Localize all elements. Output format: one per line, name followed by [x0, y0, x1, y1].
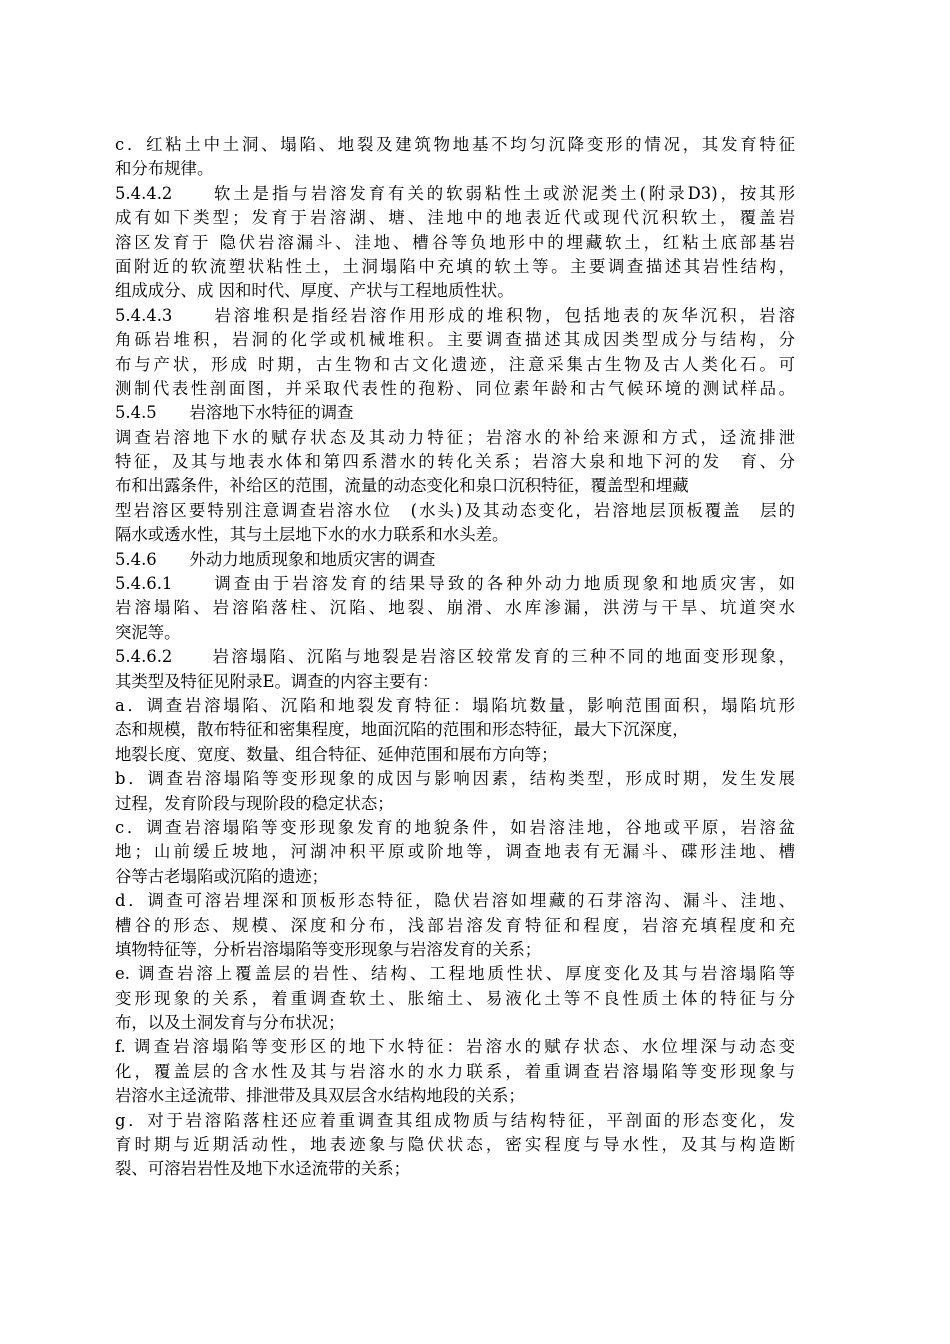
text-line: 地；山前缓丘坡地，河湖冲积平原或阶地等，调查地表有无漏斗、碟形洼地、槽 [115, 842, 795, 862]
text-line: 其类型及特征见附录E。调查的内容主要有： [115, 671, 439, 691]
text-line: c．调查岩溶塌陷等变形现象发育的地貌条件，如岩溶洼地，谷地或平原，岩溶盆 [115, 817, 795, 837]
text-line: 特征，及其与地表水体和第四系潜水的转化关系；岩溶大泉和地下河的发 育、分 [115, 452, 795, 472]
text-line: 化，覆盖层的含水性及其与岩溶水的水力联系，着重调查岩溶塌陷等变形现象与 [115, 1061, 795, 1081]
text-line: 5.4.4.2 软土是指与岩溶发育有关的软弱粘性土或淤泥类土(附录D3)，按其形 [115, 183, 795, 203]
text-line: f. 调查岩溶塌陷等变形区的地下水特征：岩溶水的赋存状态、水位埋深与动态变 [115, 1037, 795, 1057]
text-line: 5.4.6.2 岩溶塌陷、沉陷与地裂是岩溶区较常发育的三种不同的地面变形现象， [115, 647, 795, 667]
text-line: 填物特征等，分析岩溶塌陷等变形现象与岩溶发育的关系； [115, 939, 542, 959]
text-line: 突泥等。 [115, 622, 181, 642]
text-line: 5.4.6.1 调查由于岩溶发育的结果导致的各种外动力地质现象和地质灾害，如 [115, 574, 795, 594]
text-line: 5.4.6 外动力地质现象和地质灾害的调查 [115, 549, 436, 569]
text-line: 岩溶水主迳流带、排泄带及具双层含水结构地段的关系； [115, 1086, 525, 1106]
text-line: e. 调查岩溶上覆盖层的岩性、结构、工程地质性状、厚度变化及其与岩溶塌陷等 [115, 964, 795, 984]
text-line: 角砾岩堆积，岩洞的化学或机械堆积。主要调查描述其成因类型成分与结构，分 [115, 330, 795, 350]
document-page [115, 133, 795, 1182]
text-line: 布和出露条件，补给区的范围，流量的动态变化和泉口沉积特征，覆盖型和埋藏 [115, 476, 689, 496]
text-line: 调查岩溶地下水的赋存状态及其动力特征；岩溶水的补给来源和方式，迳流排泄 [115, 427, 795, 447]
text-line: 5.4.4.3 岩溶堆积是指经岩溶作用形成的堆积物，包括地表的灰华沉积，岩溶 [115, 305, 795, 325]
text-line: 测制代表性剖面图，并采取代表性的孢粉、同位素年龄和古气候环境的测试样品。 [115, 378, 795, 398]
text-line: 型岩溶区要特别注意调查岩溶水位 (水头)及其动态变化，岩溶地层顶板覆盖 层的 [115, 500, 795, 520]
text-line: 岩溶塌陷、岩溶陷落柱、沉陷、地裂、崩滑、水库渗漏，洪涝与干旱、坑道突水 [115, 598, 795, 618]
text-line: 组成成分、成 因和时代、厚度、产状与工程地质性状。 [115, 281, 514, 301]
text-line: 态和规模，散布特征和密集程度，地面沉陷的范围和形态特征，最大下沉深度， [115, 720, 689, 740]
text-line: 地裂长度、宽度、数量、组合特征、延伸范围和展布方向等； [115, 744, 558, 764]
text-line: d．调查可溶岩埋深和顶板形态特征，隐伏岩溶如埋藏的石芽溶沟、漏斗、洼地、 [115, 891, 795, 911]
text-line: 溶区发育于 隐伏岩溶漏斗、洼地、槽谷等负地形中的埋藏软土，红粘土底部基岩 [115, 232, 795, 252]
text-line: 过程，发育阶段与现阶段的稳定状态； [115, 793, 394, 813]
text-line: 变形现象的关系，着重调查软土、胀缩土、易液化土等不良性质土体的特征与分 [115, 988, 795, 1008]
text-line: 裂、可溶岩岩性及地下水迳流带的关系； [115, 1159, 411, 1179]
text-line: 5.4.5 岩溶地下水特征的调查 [115, 403, 354, 423]
text-line: b．调查岩溶塌陷等变形现象的成因与影响因素，结构类型，形成时期，发生发展 [115, 769, 795, 789]
text-line: 面附近的软流塑状粘性土，土洞塌陷中充填的软土等。主要调查描述其岩性结构， [115, 256, 795, 276]
text-line: c．红粘土中土洞、塌陷、地裂及建筑物地基不均匀沉降变形的情况，其发育特征 [115, 135, 795, 154]
text-line: g．对于岩溶陷落柱还应着重调查其组成物质与结构特征，平剖面的形态变化，发 [115, 1110, 795, 1130]
text-line: 和分布规律。 [115, 159, 214, 179]
text-line: 布与产状，形成 时期，古生物和古文化遗迹，注意采集古生物及古人类化石。可 [115, 354, 795, 374]
text-line: 隔水或透水性，其与土层地下水的水力联系和水头差。 [115, 525, 509, 545]
text-line: 谷等古老塌陷或沉陷的遗迹； [115, 866, 329, 886]
text-line: 育时期与近期活动性，地表迹象与隐伏状态，密实程度与导水性，及其与构造断 [115, 1135, 795, 1155]
text-line: 成有如下类型；发育于岩溶湖、塘、洼地中的地表近代或现代沉积软土，覆盖岩 [115, 208, 795, 228]
text-line: a．调查岩溶塌陷、沉陷和地裂发育特征：塌陷坑数量，影响范围面积，塌陷坑形 [115, 695, 795, 715]
text-line: 槽谷的形态、规模、深度和分布，浅部岩溶发育特征和程度，岩溶充填程度和充 [115, 915, 795, 935]
text-line: 布，以及土洞发育与分布状况； [115, 1013, 345, 1033]
